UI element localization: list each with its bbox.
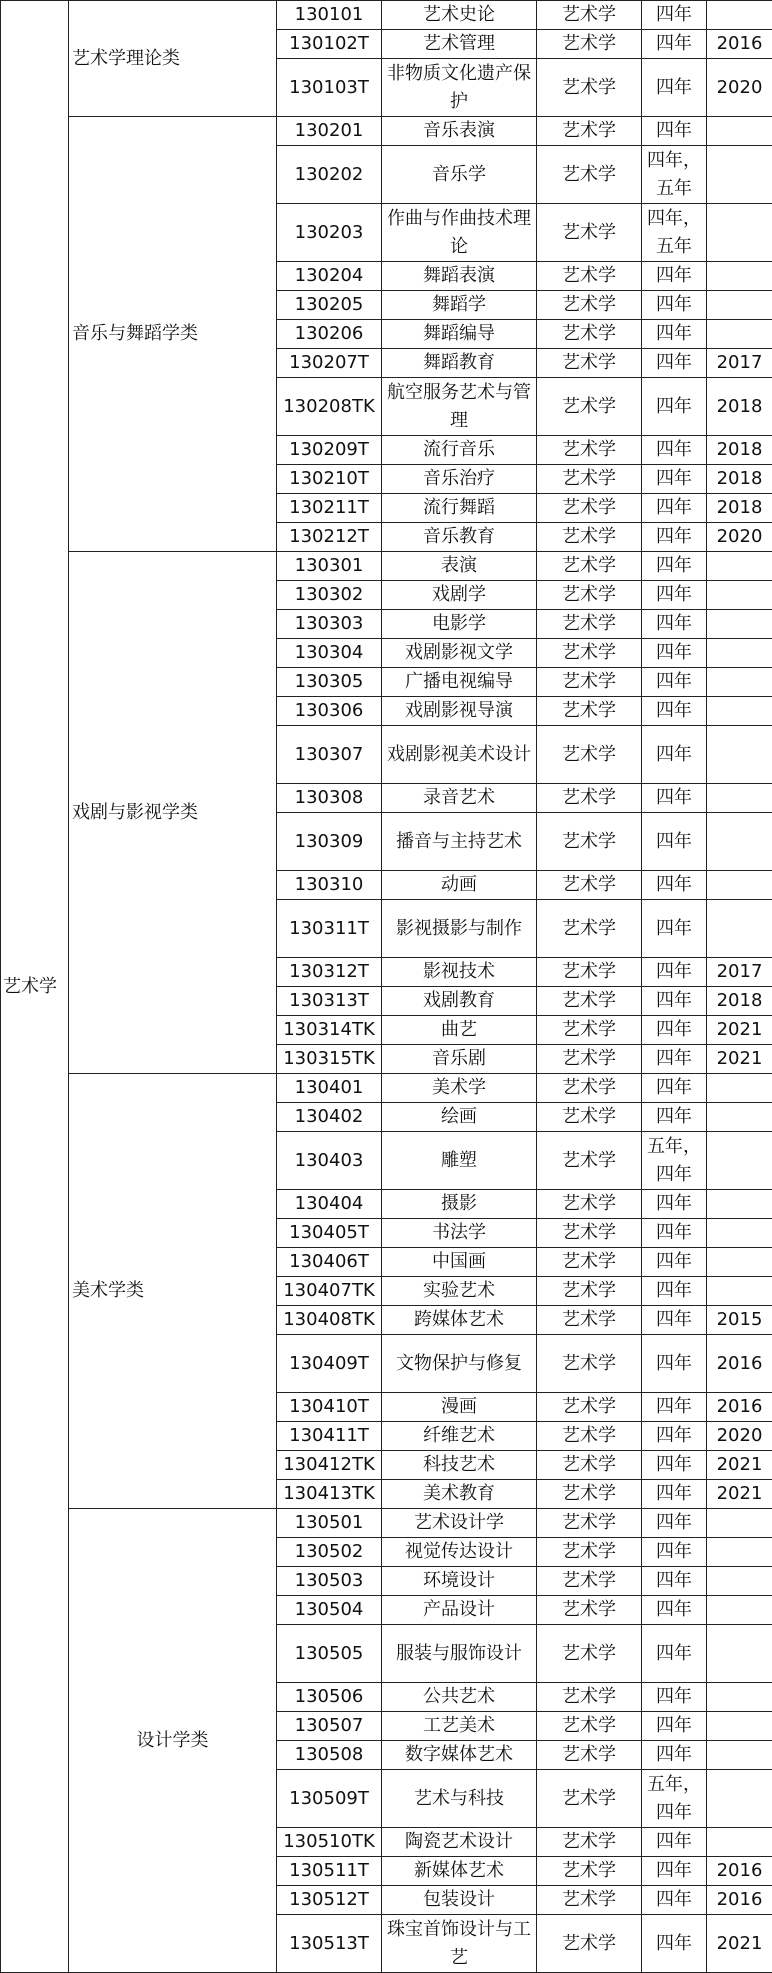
major-code-cell: 130308 [277,784,382,813]
added-year-cell [707,1074,772,1103]
study-years-cell: 四年 [642,1596,707,1625]
study-years-cell: 四年 [642,1074,707,1103]
major-name-cell: 数字媒体艺术 [382,1741,537,1770]
study-years-cell: 四年，五年 [642,204,707,262]
added-year-cell [707,1538,772,1567]
major-code-cell: 130508 [277,1741,382,1770]
major-name-cell: 流行音乐 [382,436,537,465]
degree-type-cell: 艺术学 [537,1596,642,1625]
major-code-cell: 130404 [277,1190,382,1219]
degree-type-cell: 艺术学 [537,1770,642,1828]
study-years-cell: 四年 [642,117,707,146]
major-name-cell: 流行舞蹈 [382,494,537,523]
degree-type-cell: 艺术学 [537,59,642,117]
added-year-cell [707,871,772,900]
study-years-cell: 四年 [642,1393,707,1422]
major-name-cell: 作曲与作曲技术理论 [382,204,537,262]
added-year-cell [707,1277,772,1306]
major-code-cell: 130205 [277,291,382,320]
degree-type-cell: 艺术学 [537,552,642,581]
major-name-cell: 陶瓷艺术设计 [382,1828,537,1857]
major-name-cell: 摄影 [382,1190,537,1219]
major-code-cell: 130209T [277,436,382,465]
major-name-cell: 音乐教育 [382,523,537,552]
major-code-cell: 130206 [277,320,382,349]
major-name-cell: 舞蹈教育 [382,349,537,378]
major-name-cell: 戏剧教育 [382,987,537,1016]
major-code-cell: 130507 [277,1712,382,1741]
added-year-cell [707,262,772,291]
degree-type-cell: 艺术学 [537,1625,642,1683]
study-years-cell: 四年 [642,1016,707,1045]
table-row [1,1509,772,1538]
study-years-cell: 四年 [642,1567,707,1596]
added-year-cell: 2016 [707,1886,772,1915]
degree-type-cell: 艺术学 [537,1915,642,1973]
added-year-cell [707,668,772,697]
major-name-cell: 戏剧学 [382,581,537,610]
major-code-cell: 130102T [277,30,382,59]
degree-type-cell: 艺术学 [537,1190,642,1219]
degree-type-cell: 艺术学 [537,30,642,59]
major-code-cell: 130402 [277,1103,382,1132]
table-row [1,552,772,581]
study-years-cell: 四年 [642,610,707,639]
study-years-cell: 四年 [642,1306,707,1335]
study-years-cell: 四年 [642,1712,707,1741]
major-name-cell: 珠宝首饰设计与工艺 [382,1915,537,1973]
added-year-cell: 2021 [707,1480,772,1509]
added-year-cell: 2021 [707,1451,772,1480]
major-code-cell: 130401 [277,1074,382,1103]
major-name-cell: 绘画 [382,1103,537,1132]
added-year-cell [707,1770,772,1828]
major-name-cell: 电影学 [382,610,537,639]
added-year-cell: 2016 [707,1335,772,1393]
major-code-cell: 130407TK [277,1277,382,1306]
degree-type-cell: 艺术学 [537,1016,642,1045]
added-year-cell [707,1248,772,1277]
degree-type-cell: 艺术学 [537,1683,642,1712]
major-name-cell: 艺术管理 [382,30,537,59]
table-row [1,1074,772,1103]
added-year-cell [707,117,772,146]
added-year-cell: 2021 [707,1045,772,1074]
major-name-cell: 跨媒体艺术 [382,1306,537,1335]
major-name-cell: 舞蹈表演 [382,262,537,291]
study-years-cell: 四年 [642,523,707,552]
study-years-cell: 四年 [642,813,707,871]
study-years-cell: 四年 [642,1451,707,1480]
added-year-cell: 2020 [707,523,772,552]
study-years-cell: 四年 [642,697,707,726]
study-years-cell: 四年 [642,59,707,117]
study-years-cell: 四年 [642,436,707,465]
degree-type-cell: 艺术学 [537,784,642,813]
major-code-cell: 130305 [277,668,382,697]
study-years-cell: 四年 [642,552,707,581]
major-name-cell: 包装设计 [382,1886,537,1915]
degree-type-cell: 艺术学 [537,581,642,610]
major-code-cell: 130208TK [277,378,382,436]
added-year-cell: 2017 [707,958,772,987]
degree-type-cell: 艺术学 [537,1335,642,1393]
major-code-cell: 130409T [277,1335,382,1393]
degree-type-cell: 艺术学 [537,1828,642,1857]
major-code-cell: 130408TK [277,1306,382,1335]
added-year-cell [707,1509,772,1538]
major-code-cell: 130304 [277,639,382,668]
study-years-cell: 四年 [642,668,707,697]
added-year-cell: 2020 [707,59,772,117]
major-name-cell: 纤维艺术 [382,1422,537,1451]
discipline-class-cell: 戏剧与影视学类 [69,552,277,1074]
majors-table-body [1,1,772,1973]
degree-type-cell: 艺术学 [537,900,642,958]
degree-type-cell: 艺术学 [537,523,642,552]
added-year-cell: 2016 [707,1393,772,1422]
study-years-cell: 四年 [642,1190,707,1219]
degree-type-cell: 艺术学 [537,1857,642,1886]
study-years-cell: 四年 [642,320,707,349]
major-name-cell: 动画 [382,871,537,900]
study-years-cell: 四年 [642,581,707,610]
major-code-cell: 130303 [277,610,382,639]
added-year-cell: 2018 [707,987,772,1016]
study-years-cell: 四年 [642,1886,707,1915]
major-name-cell: 漫画 [382,1393,537,1422]
study-years-cell: 四年 [642,1335,707,1393]
discipline-class-cell: 艺术学理论类 [69,1,277,117]
degree-type-cell: 艺术学 [537,1451,642,1480]
major-name-cell: 表演 [382,552,537,581]
discipline-class-cell: 美术学类 [69,1074,277,1509]
major-name-cell: 音乐学 [382,146,537,204]
study-years-cell: 四年 [642,1480,707,1509]
major-code-cell: 130306 [277,697,382,726]
degree-type-cell: 艺术学 [537,378,642,436]
major-code-cell: 130314TK [277,1016,382,1045]
major-code-cell: 130315TK [277,1045,382,1074]
major-code-cell: 130403 [277,1132,382,1190]
major-code-cell: 130212T [277,523,382,552]
major-name-cell: 戏剧影视文学 [382,639,537,668]
degree-type-cell: 艺术学 [537,1132,642,1190]
table-row [1,1,772,30]
added-year-cell: 2018 [707,494,772,523]
major-name-cell: 科技艺术 [382,1451,537,1480]
added-year-cell [707,726,772,784]
study-years-cell: 四年 [642,465,707,494]
study-years-cell: 四年 [642,378,707,436]
major-name-cell: 舞蹈学 [382,291,537,320]
major-code-cell: 130502 [277,1538,382,1567]
degree-type-cell: 艺术学 [537,639,642,668]
study-years-cell: 四年 [642,1915,707,1973]
discipline-class-cell: 音乐与舞蹈学类 [69,117,277,552]
added-year-cell: 2021 [707,1915,772,1973]
major-code-cell: 130513T [277,1915,382,1973]
degree-type-cell: 艺术学 [537,349,642,378]
added-year-cell: 2018 [707,436,772,465]
major-name-cell: 播音与主持艺术 [382,813,537,871]
major-code-cell: 130501 [277,1509,382,1538]
added-year-cell: 2020 [707,1422,772,1451]
degree-type-cell: 艺术学 [537,436,642,465]
study-years-cell: 五年，四年 [642,1770,707,1828]
degree-type-cell: 艺术学 [537,1306,642,1335]
major-code-cell: 130511T [277,1857,382,1886]
major-name-cell: 视觉传达设计 [382,1538,537,1567]
added-year-cell [707,1828,772,1857]
major-code-cell: 130405T [277,1219,382,1248]
major-code-cell: 130103T [277,59,382,117]
added-year-cell [707,146,772,204]
degree-type-cell: 艺术学 [537,1277,642,1306]
study-years-cell: 四年 [642,1,707,30]
study-years-cell: 四年 [642,1857,707,1886]
degree-type-cell: 艺术学 [537,1422,642,1451]
added-year-cell [707,320,772,349]
added-year-cell [707,1567,772,1596]
study-years-cell: 四年 [642,1741,707,1770]
major-code-cell: 130510TK [277,1828,382,1857]
study-years-cell: 四年 [642,291,707,320]
added-year-cell [707,291,772,320]
major-code-cell: 130406T [277,1248,382,1277]
major-code-cell: 130207T [277,349,382,378]
added-year-cell [707,1625,772,1683]
major-name-cell: 新媒体艺术 [382,1857,537,1886]
added-year-cell [707,610,772,639]
major-name-cell: 航空服务艺术与管理 [382,378,537,436]
major-code-cell: 130504 [277,1596,382,1625]
added-year-cell [707,813,772,871]
added-year-cell: 2017 [707,349,772,378]
major-name-cell: 雕塑 [382,1132,537,1190]
added-year-cell: 2016 [707,30,772,59]
major-code-cell: 130410T [277,1393,382,1422]
study-years-cell: 四年 [642,1045,707,1074]
major-name-cell: 艺术与科技 [382,1770,537,1828]
study-years-cell: 四年 [642,1509,707,1538]
added-year-cell [707,784,772,813]
major-code-cell: 130313T [277,987,382,1016]
study-years-cell: 五年，四年 [642,1132,707,1190]
major-name-cell: 文物保护与修复 [382,1335,537,1393]
added-year-cell [707,900,772,958]
added-year-cell [707,1190,772,1219]
added-year-cell [707,1712,772,1741]
added-year-cell [707,1132,772,1190]
degree-type-cell: 艺术学 [537,1886,642,1915]
study-years-cell: 四年 [642,349,707,378]
major-code-cell: 130509T [277,1770,382,1828]
added-year-cell [707,1,772,30]
major-code-cell: 130203 [277,204,382,262]
study-years-cell: 四年 [642,1277,707,1306]
table-row [1,117,772,146]
study-years-cell: 四年 [642,1625,707,1683]
major-code-cell: 130210T [277,465,382,494]
major-name-cell: 实验艺术 [382,1277,537,1306]
added-year-cell [707,1741,772,1770]
degree-type-cell: 艺术学 [537,1074,642,1103]
degree-type-cell: 艺术学 [537,958,642,987]
major-name-cell: 曲艺 [382,1016,537,1045]
added-year-cell [707,204,772,262]
study-years-cell: 四年 [642,1683,707,1712]
major-code-cell: 130307 [277,726,382,784]
study-years-cell: 四年 [642,639,707,668]
added-year-cell: 2018 [707,378,772,436]
degree-type-cell: 艺术学 [537,117,642,146]
degree-type-cell: 艺术学 [537,1,642,30]
major-name-cell: 公共艺术 [382,1683,537,1712]
major-code-cell: 130512T [277,1886,382,1915]
major-code-cell: 130412TK [277,1451,382,1480]
major-code-cell: 130201 [277,117,382,146]
degree-type-cell: 艺术学 [537,494,642,523]
degree-type-cell: 艺术学 [537,1538,642,1567]
added-year-cell [707,1596,772,1625]
study-years-cell: 四年 [642,494,707,523]
degree-type-cell: 艺术学 [537,1509,642,1538]
major-code-cell: 130202 [277,146,382,204]
added-year-cell [707,552,772,581]
major-code-cell: 130505 [277,1625,382,1683]
major-name-cell: 戏剧影视美术设计 [382,726,537,784]
major-name-cell: 产品设计 [382,1596,537,1625]
added-year-cell [707,1103,772,1132]
degree-type-cell: 艺术学 [537,1045,642,1074]
major-code-cell: 130101 [277,1,382,30]
degree-type-cell: 艺术学 [537,1393,642,1422]
degree-type-cell: 艺术学 [537,1567,642,1596]
major-code-cell: 130309 [277,813,382,871]
degree-type-cell: 艺术学 [537,610,642,639]
degree-type-cell: 艺术学 [537,465,642,494]
major-name-cell: 工艺美术 [382,1712,537,1741]
study-years-cell: 四年 [642,871,707,900]
degree-type-cell: 艺术学 [537,1248,642,1277]
added-year-cell: 2016 [707,1857,772,1886]
major-code-cell: 130211T [277,494,382,523]
discipline-class-cell: 设计学类 [69,1509,277,1973]
major-code-cell: 130311T [277,900,382,958]
degree-type-cell: 艺术学 [537,291,642,320]
degree-type-cell: 艺术学 [537,1219,642,1248]
major-name-cell: 戏剧影视导演 [382,697,537,726]
major-name-cell: 音乐表演 [382,117,537,146]
degree-type-cell: 艺术学 [537,146,642,204]
degree-type-cell: 艺术学 [537,668,642,697]
major-name-cell: 舞蹈编导 [382,320,537,349]
degree-type-cell: 艺术学 [537,1103,642,1132]
major-name-cell: 录音艺术 [382,784,537,813]
degree-type-cell: 艺术学 [537,204,642,262]
degree-type-cell: 艺术学 [537,1741,642,1770]
study-years-cell: 四年 [642,1422,707,1451]
study-years-cell: 四年 [642,1538,707,1567]
major-code-cell: 130413TK [277,1480,382,1509]
major-code-cell: 130204 [277,262,382,291]
major-name-cell: 艺术史论 [382,1,537,30]
major-code-cell: 130411T [277,1422,382,1451]
degree-type-cell: 艺术学 [537,1480,642,1509]
degree-type-cell: 艺术学 [537,697,642,726]
study-years-cell: 四年 [642,726,707,784]
major-code-cell: 130503 [277,1567,382,1596]
major-name-cell: 环境设计 [382,1567,537,1596]
study-years-cell: 四年 [642,1248,707,1277]
major-code-cell: 130310 [277,871,382,900]
study-years-cell: 四年 [642,30,707,59]
major-name-cell: 中国画 [382,1248,537,1277]
added-year-cell [707,1219,772,1248]
added-year-cell: 2021 [707,1016,772,1045]
major-code-cell: 130301 [277,552,382,581]
study-years-cell: 四年 [642,1219,707,1248]
added-year-cell [707,581,772,610]
major-code-cell: 130506 [277,1683,382,1712]
study-years-cell: 四年 [642,1828,707,1857]
discipline-category-cell: 艺术学 [1,1,69,1973]
major-name-cell: 美术教育 [382,1480,537,1509]
study-years-cell: 四年 [642,784,707,813]
degree-type-cell: 艺术学 [537,871,642,900]
study-years-cell: 四年 [642,987,707,1016]
major-name-cell: 音乐治疗 [382,465,537,494]
degree-type-cell: 艺术学 [537,987,642,1016]
degree-type-cell: 艺术学 [537,262,642,291]
study-years-cell: 四年 [642,1103,707,1132]
major-name-cell: 服装与服饰设计 [382,1625,537,1683]
major-name-cell: 影视技术 [382,958,537,987]
major-code-cell: 130302 [277,581,382,610]
added-year-cell: 2015 [707,1306,772,1335]
study-years-cell: 四年，五年 [642,146,707,204]
major-name-cell: 音乐剧 [382,1045,537,1074]
major-name-cell: 影视摄影与制作 [382,900,537,958]
degree-type-cell: 艺术学 [537,813,642,871]
degree-type-cell: 艺术学 [537,320,642,349]
added-year-cell [707,697,772,726]
degree-type-cell: 艺术学 [537,1712,642,1741]
major-code-cell: 130312T [277,958,382,987]
degree-type-cell: 艺术学 [537,726,642,784]
study-years-cell: 四年 [642,262,707,291]
major-name-cell: 美术学 [382,1074,537,1103]
major-name-cell: 艺术设计学 [382,1509,537,1538]
added-year-cell [707,639,772,668]
major-name-cell: 非物质文化遗产保护 [382,59,537,117]
added-year-cell [707,1683,772,1712]
major-name-cell: 书法学 [382,1219,537,1248]
major-name-cell: 广播电视编导 [382,668,537,697]
added-year-cell: 2018 [707,465,772,494]
study-years-cell: 四年 [642,900,707,958]
study-years-cell: 四年 [642,958,707,987]
